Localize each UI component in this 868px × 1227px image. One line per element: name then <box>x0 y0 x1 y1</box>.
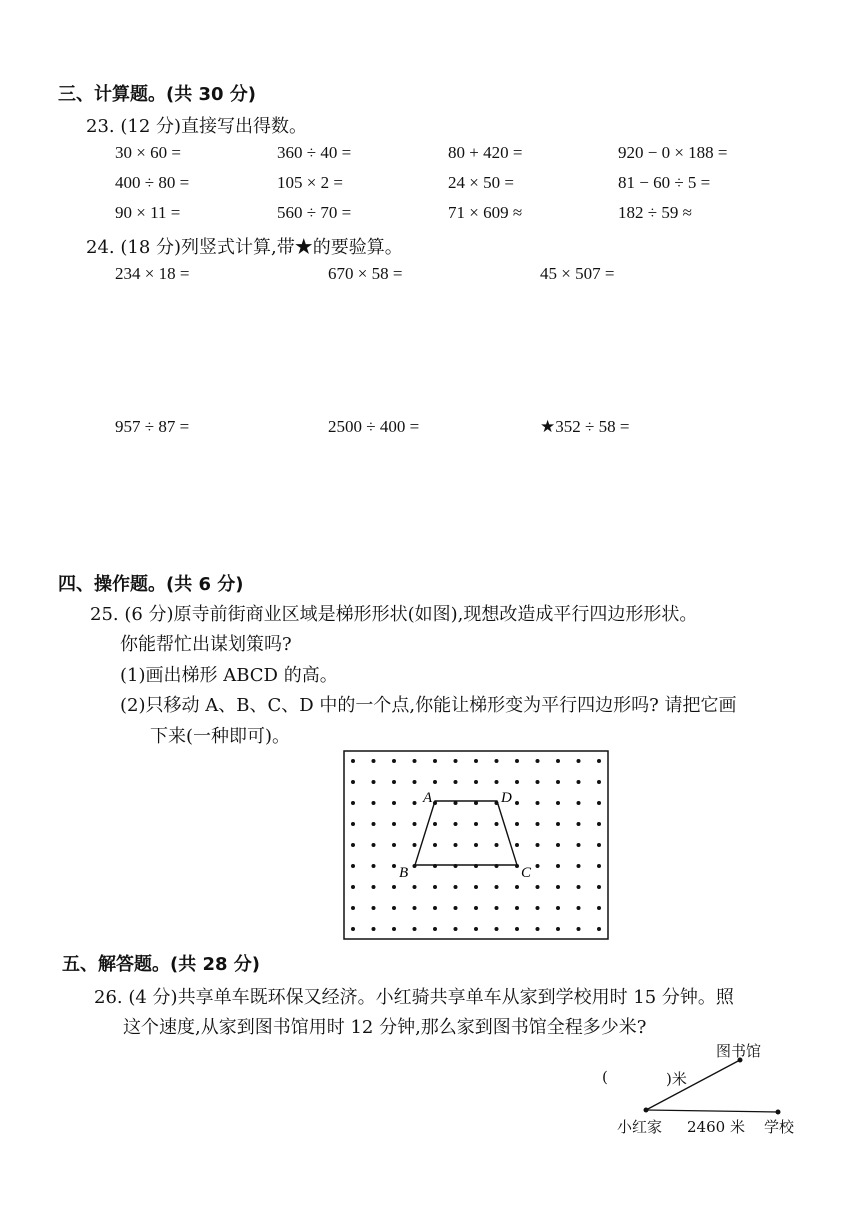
grid-dot <box>556 906 560 910</box>
grid-dot <box>413 801 417 805</box>
grid-dot <box>351 864 355 868</box>
grid-dot <box>556 864 560 868</box>
equation: 45 × 507 = <box>540 264 615 283</box>
grid-dot <box>392 927 396 931</box>
equation: 670 × 58 = <box>328 264 403 283</box>
grid-dot <box>413 843 417 847</box>
grid-dot <box>577 843 581 847</box>
distance-label: 2460 米 <box>687 1118 745 1136</box>
section-4-title: 四、操作题。(共 6 分) <box>58 574 244 595</box>
grid-dot <box>433 843 437 847</box>
section-3-title: 三、计算题。(共 30 分) <box>58 84 257 105</box>
home-label: 小红家 <box>617 1118 663 1136</box>
grid-dot <box>515 927 519 931</box>
question-25-sub1: (1)画出梯形 ABCD 的高。 <box>120 665 338 686</box>
grid-dot <box>597 801 601 805</box>
grid-dot <box>515 843 519 847</box>
grid-dot <box>454 780 458 784</box>
grid-dot <box>372 927 376 931</box>
grid-dot <box>372 885 376 889</box>
question-25-sub2-cont: 下来(一种即可)。 <box>150 726 291 747</box>
grid-dot <box>372 906 376 910</box>
grid-dot <box>413 927 417 931</box>
equation: 920 − 0 × 188 = <box>618 143 728 162</box>
grid-dot <box>454 843 458 847</box>
dot-grid-figure <box>343 750 609 940</box>
grid-dot <box>597 780 601 784</box>
grid-dot <box>433 759 437 763</box>
equation: 182 ÷ 59 ≈ <box>618 203 692 222</box>
equation: 957 ÷ 87 = <box>115 417 190 436</box>
grid-dot <box>597 822 601 826</box>
grid-dot <box>433 927 437 931</box>
grid-dot <box>495 822 499 826</box>
equation: 400 ÷ 80 = <box>115 173 190 192</box>
section-5-title: 五、解答题。(共 28 分) <box>62 954 261 975</box>
grid-dot <box>351 906 355 910</box>
grid-dot <box>474 759 478 763</box>
grid-dot <box>515 885 519 889</box>
grid-dot <box>536 864 540 868</box>
grid-dot <box>577 864 581 868</box>
grid-dot <box>597 906 601 910</box>
grid-dot <box>556 822 560 826</box>
grid-dot <box>351 822 355 826</box>
grid-dot <box>413 780 417 784</box>
grid-dot <box>433 906 437 910</box>
trapezoid-abcd <box>415 801 517 865</box>
grid-dot <box>413 906 417 910</box>
grid-dot <box>536 780 540 784</box>
grid-dot <box>392 801 396 805</box>
grid-dot <box>474 927 478 931</box>
grid-dot <box>413 822 417 826</box>
grid-dot <box>433 885 437 889</box>
equation: 71 × 609 ≈ <box>448 203 523 222</box>
grid-dot <box>351 927 355 931</box>
equation: 105 × 2 = <box>277 173 343 192</box>
grid-dot <box>454 759 458 763</box>
grid-dot <box>454 822 458 826</box>
grid-dot <box>392 864 396 868</box>
grid-dot <box>454 906 458 910</box>
grid-dot <box>577 822 581 826</box>
equation: 2500 ÷ 400 = <box>328 417 420 436</box>
grid-dot <box>597 864 601 868</box>
grid-dot <box>474 822 478 826</box>
blank-unit: )米 <box>666 1070 687 1088</box>
grid-dot <box>536 885 540 889</box>
school-label: 学校 <box>764 1118 795 1136</box>
grid-dot <box>433 780 437 784</box>
equation: 80 + 420 = <box>448 143 523 162</box>
grid-dot <box>597 843 601 847</box>
grid-dot <box>577 759 581 763</box>
grid-dot <box>556 801 560 805</box>
grid-dot <box>372 822 376 826</box>
point-b-label: B <box>399 865 409 881</box>
grid-dot <box>515 801 519 805</box>
grid-dot <box>392 906 396 910</box>
grid-dot <box>577 801 581 805</box>
grid-dot <box>536 801 540 805</box>
grid-dot <box>577 927 581 931</box>
grid-dot <box>372 843 376 847</box>
grid-dot <box>556 927 560 931</box>
grid-dot <box>495 759 499 763</box>
grid-dot <box>392 780 396 784</box>
grid-dot <box>536 906 540 910</box>
question-25-sub2: (2)只移动 A、B、C、D 中的一个点,你能让梯形变为平行四边形吗? 请把它画 <box>120 695 737 716</box>
grid-dot <box>351 885 355 889</box>
question-26-line1: 26. (4 分)共享单车既环保又经济。小红骑共享单车从家到学校用时 15 分钟。照 <box>94 987 734 1008</box>
grid-dot <box>556 780 560 784</box>
grid-dot <box>515 780 519 784</box>
grid-dot <box>474 843 478 847</box>
grid-dot <box>597 927 601 931</box>
grid-dot <box>474 885 478 889</box>
grid-dot <box>351 801 355 805</box>
grid-dots <box>351 759 601 931</box>
grid-dot <box>351 759 355 763</box>
grid-dot <box>474 906 478 910</box>
grid-dot <box>433 822 437 826</box>
question-25-line1: 25. (6 分)原寺前街商业区域是梯形形状(如图),现想改造成平行四边形形状。 <box>90 604 698 625</box>
grid-dot <box>372 864 376 868</box>
grid-dot <box>515 759 519 763</box>
grid-dot <box>556 885 560 889</box>
grid-dot <box>577 780 581 784</box>
grid-dot <box>536 927 540 931</box>
point-a-label: A <box>423 790 433 806</box>
grid-dot <box>597 885 601 889</box>
grid-dot <box>392 759 396 763</box>
grid-dot <box>454 927 458 931</box>
grid-dot <box>495 780 499 784</box>
grid-dot <box>577 906 581 910</box>
question-24-label: 24. (18 分)列竖式计算,带★的要验算。 <box>86 237 403 258</box>
grid-dot <box>392 885 396 889</box>
grid-dot <box>515 906 519 910</box>
grid-dot <box>454 885 458 889</box>
grid-dot <box>536 759 540 763</box>
question-25-line2: 你能帮忙出谋划策吗? <box>120 634 292 655</box>
grid-dot <box>413 885 417 889</box>
grid-dot <box>556 843 560 847</box>
grid-dot <box>372 780 376 784</box>
question-26-line2: 这个速度,从家到图书馆用时 12 分钟,那么家到图书馆全程多少米? <box>123 1017 647 1038</box>
grid-dot <box>372 759 376 763</box>
grid-dot <box>413 759 417 763</box>
grid-dot <box>495 843 499 847</box>
grid-dot <box>536 843 540 847</box>
library-label: 图书馆 <box>716 1042 762 1060</box>
grid-dot <box>372 801 376 805</box>
equation: 560 ÷ 70 = <box>277 203 352 222</box>
equation: 234 × 18 = <box>115 264 190 283</box>
blank-open: ( <box>602 1068 608 1086</box>
grid-dot <box>351 780 355 784</box>
grid-dot <box>536 822 540 826</box>
grid-dot <box>392 843 396 847</box>
grid-dot <box>495 927 499 931</box>
grid-dot <box>577 885 581 889</box>
grid-dot <box>515 822 519 826</box>
equation: 30 × 60 = <box>115 143 181 162</box>
question-23-label: 23. (12 分)直接写出得数。 <box>86 116 308 137</box>
equation: 360 ÷ 40 = <box>277 143 352 162</box>
point-d-label: D <box>501 790 512 806</box>
grid-dot <box>597 759 601 763</box>
grid-dot <box>474 780 478 784</box>
grid-dot <box>351 843 355 847</box>
equation: ★352 ÷ 58 = <box>540 417 630 436</box>
equation: 24 × 50 = <box>448 173 514 192</box>
equation: 81 − 60 ÷ 5 = <box>618 173 711 192</box>
grid-dot <box>556 759 560 763</box>
grid-dot <box>495 885 499 889</box>
grid-dot <box>392 822 396 826</box>
equation: 90 × 11 = <box>115 203 181 222</box>
grid-dot <box>495 906 499 910</box>
point-c-label: C <box>521 865 532 881</box>
